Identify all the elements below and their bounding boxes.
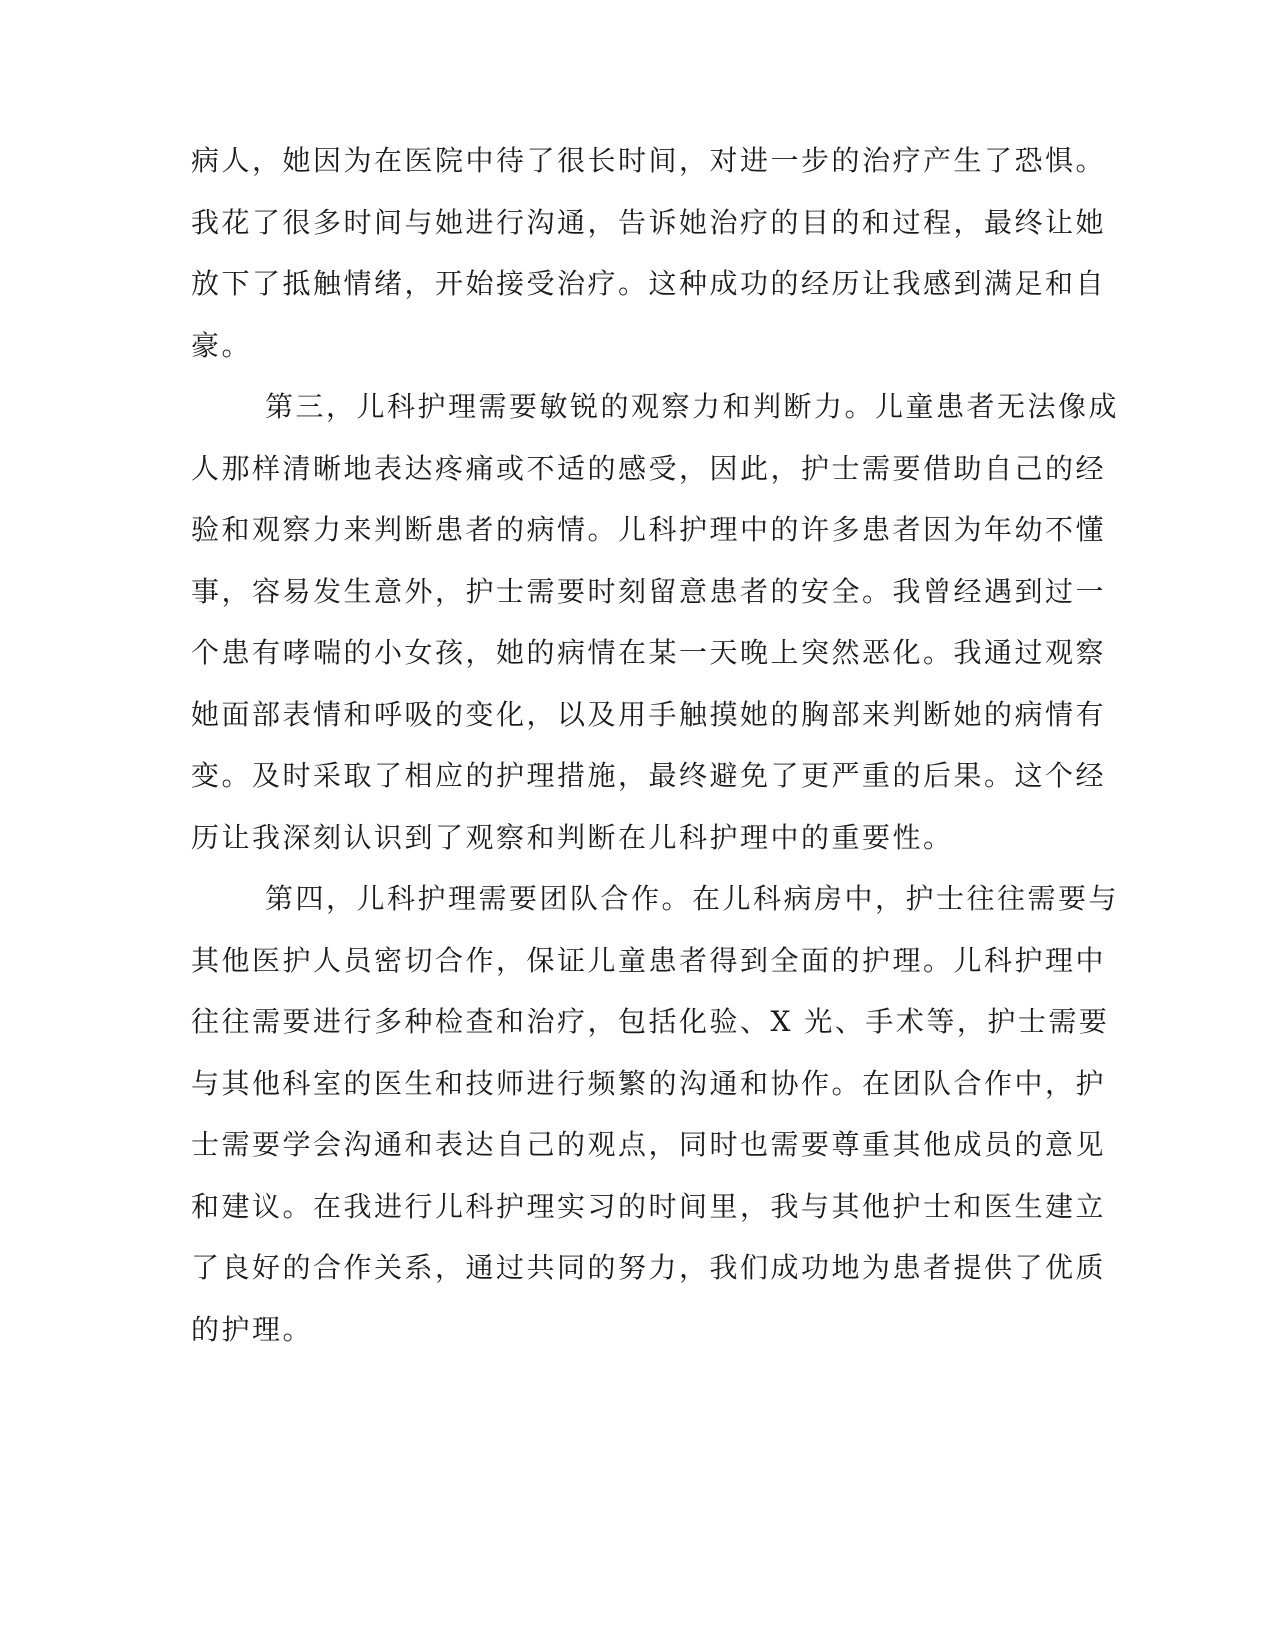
text-line: 与其他科室的医生和技师进行频繁的沟通和协作。在团队合作中，护 (191, 1066, 1107, 1100)
text-line: 病人，她因为在医院中待了很长时间，对进一步的治疗产生了恐惧。 (191, 144, 1107, 177)
text-line: 人那样清晰地表达疼痛或不适的感受，因此，护士需要借助自己的经 (191, 451, 1107, 485)
text-line: 放下了抵触情绪，开始接受治疗。这种成功的经历让我感到满足和自 (191, 267, 1107, 300)
text-line: 的护理。 (191, 1312, 314, 1346)
text-line: 她面部表情和呼吸的变化，以及用手触摸她的胸部来判断她的病情有 (191, 697, 1107, 731)
text-line: 豪。 (191, 328, 253, 362)
paragraph-3 (191, 868, 1120, 1360)
paragraph-2 (191, 376, 1120, 868)
paragraph-1 (191, 130, 1107, 376)
text-line: 和建议。在我进行儿科护理实习的时间里，我与其他护士和医生建立 (191, 1189, 1107, 1223)
text-line: 历让我深刻认识到了观察和判断在儿科护理中的重要性。 (191, 820, 954, 854)
text-line: 变。及时采取了相应的护理措施，最终避免了更严重的后果。这个经 (191, 759, 1107, 792)
text-line: 事，容易发生意外，护士需要时刻留意患者的安全。我曾经遇到过一 (191, 574, 1107, 608)
text-line: 个患有哮喘的小女孩，她的病情在某一天晚上突然恶化。我通过观察 (191, 636, 1107, 669)
text-line: 了良好的合作关系，通过共同的努力，我们成功地为患者提供了优质 (191, 1251, 1107, 1284)
text-line: 其他医护人员密切合作，保证儿童患者得到全面的护理。儿科护理中 (191, 943, 1107, 977)
text-line: 验和观察力来判断患者的病情。儿科护理中的许多患者因为年幼不懂 (191, 513, 1107, 546)
text-line: 士需要学会沟通和表达自己的观点，同时也需要尊重其他成员的意见 (191, 1128, 1107, 1161)
text-line: 第三，儿科护理需要敏锐的观察力和判断力。儿童患者无法像成 (265, 390, 1120, 423)
text-line: 往往需要进行多种检查和治疗，包括化验、X 光、手术等，护士需要 (191, 1005, 1110, 1038)
text-line: 第四，儿科护理需要团队合作。在儿科病房中，护士往往需要与 (265, 882, 1120, 915)
document-body (191, 130, 1120, 1360)
text-line: 我花了很多时间与她进行沟通，告诉她治疗的目的和过程，最终让她 (191, 205, 1107, 239)
